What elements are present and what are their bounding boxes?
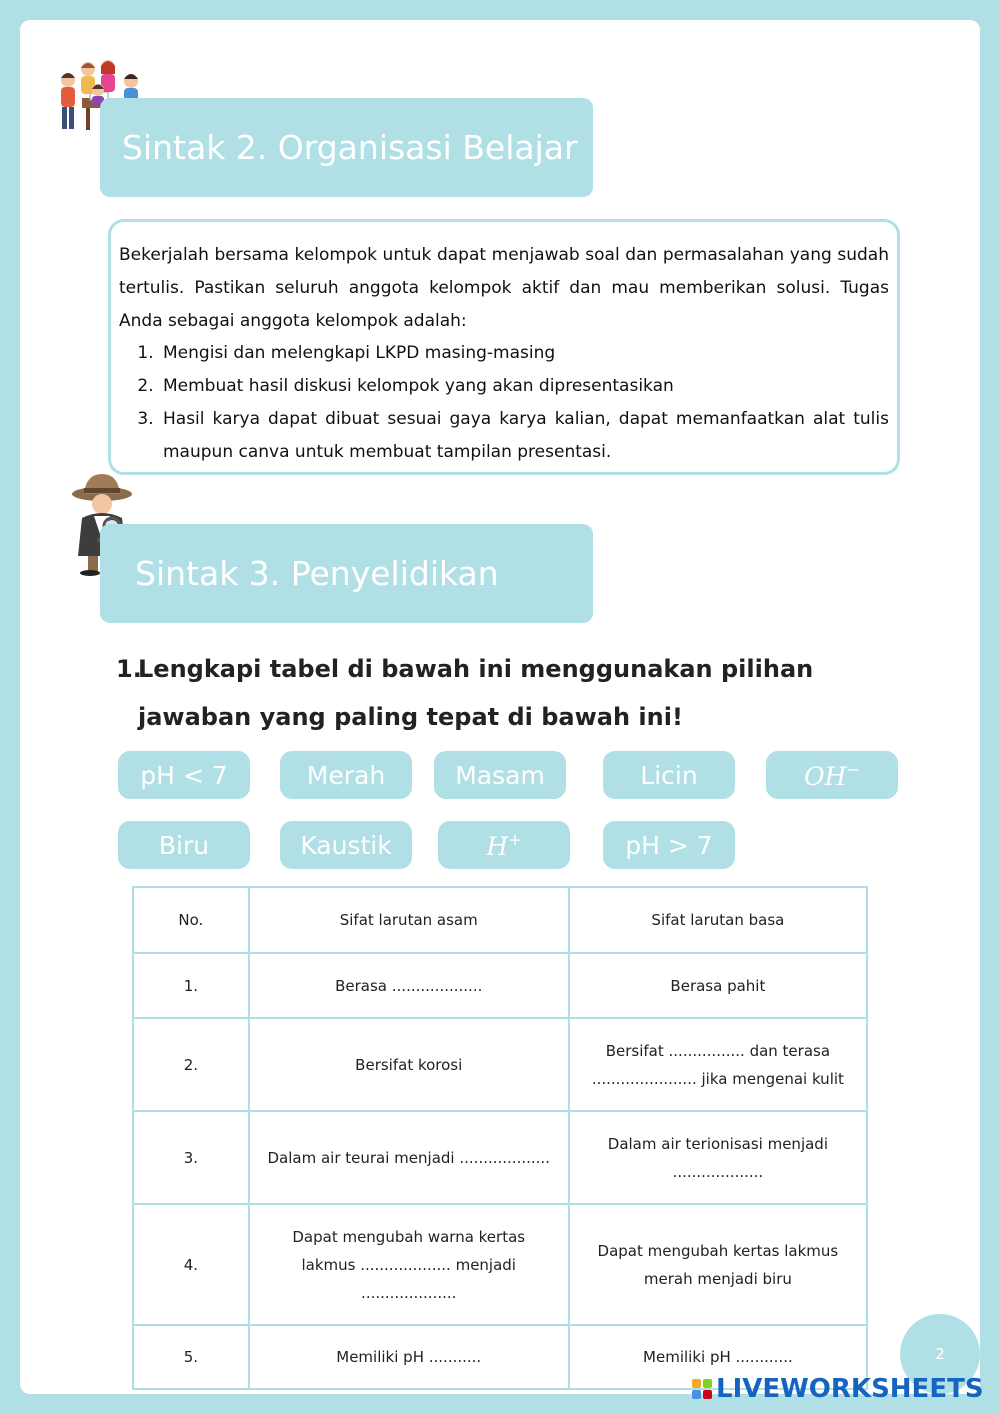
choice-hydrogen-ion[interactable]: [438, 821, 570, 869]
section-header-sintak-3: [100, 524, 593, 623]
choice-label: Masam: [455, 760, 545, 790]
question-1: [116, 645, 906, 741]
base-property[interactable]: Memiliki pH ............: [569, 1325, 867, 1389]
row-number: 4.: [133, 1204, 249, 1325]
row-number: 1.: [133, 953, 249, 1018]
section-title: Sintak 3. Penyelidikan: [135, 554, 499, 593]
brand-name: LIVEWORKSHEETS: [716, 1374, 984, 1404]
base-property[interactable]: Dalam air terionisasi menjadi ...................: [569, 1111, 867, 1204]
task-item: 1. Mengisi dan melengkapi LKPD masing-masing: [159, 337, 889, 370]
table-row: [133, 1018, 867, 1111]
acid-property[interactable]: Dapat mengubah warna kertas lakmus ................... menjadi ....................: [249, 1204, 569, 1325]
choice-masam[interactable]: [434, 751, 566, 799]
acid-property: Bersifat korosi: [249, 1018, 569, 1111]
acid-property[interactable]: Berasa ...................: [249, 953, 569, 1018]
table-row: [133, 1204, 867, 1325]
question-text: Lengkapi tabel di bawah ini menggunakan pilihan jawaban yang paling tepat di bawah ini!: [138, 655, 814, 731]
choice-hydroxide-ion[interactable]: [766, 751, 898, 799]
choice-label: pH > 7: [625, 830, 713, 860]
choice-label: Merah: [306, 760, 386, 790]
section-title: Sintak 2. Organisasi Belajar: [122, 128, 578, 167]
properties-table: [132, 886, 868, 1390]
question-number: 1.: [116, 655, 142, 683]
section-header-sintak-2: [100, 98, 593, 197]
table-row: [133, 1111, 867, 1204]
choice-label: OH−: [804, 759, 860, 791]
base-property: Dapat mengubah kertas lakmus merah menjadi biru: [569, 1204, 867, 1325]
choice-merah[interactable]: [280, 751, 412, 799]
choice-label: pH < 7: [140, 760, 228, 790]
base-property: Berasa pahit: [569, 953, 867, 1018]
choice-kaustik[interactable]: [280, 821, 412, 869]
task-item: 2. Membuat hasil diskusi kelompok yang akan dipresentasikan: [159, 370, 889, 403]
liveworksheets-icon: [692, 1379, 712, 1399]
liveworksheets-logo[interactable]: [692, 1374, 984, 1404]
acid-property[interactable]: Dalam air teurai menjadi ...................: [249, 1111, 569, 1204]
page-number: 2: [935, 1345, 945, 1363]
header-cell: Sifat larutan basa: [569, 887, 867, 953]
choice-biru[interactable]: [118, 821, 250, 869]
choice-label: Licin: [640, 760, 698, 790]
row-number: 5.: [133, 1325, 249, 1389]
row-number: 3.: [133, 1111, 249, 1204]
instructions-box: [108, 219, 900, 475]
choice-label: Kaustik: [300, 830, 392, 860]
header-cell: Sifat larutan asam: [249, 887, 569, 953]
choice-licin[interactable]: [603, 751, 735, 799]
table-header-row: [133, 887, 867, 953]
choice-ph-less-7[interactable]: [118, 751, 250, 799]
base-property[interactable]: Bersifat ................ dan terasa ...................... jika mengenai kulit: [569, 1018, 867, 1111]
header-cell: No.: [133, 887, 249, 953]
task-list: [119, 337, 889, 468]
acid-property[interactable]: Memiliki pH ...........: [249, 1325, 569, 1389]
instructions-intro: Bekerjalah bersama kelompok untuk dapat menjawab soal dan permasalahan yang sudah tertulis. Pastikan seluruh anggota kelompok aktif dan mau memberikan solusi. Tugas Anda sebagai anggota kelompok adalah:: [119, 245, 889, 331]
task-item: 3. Hasil karya dapat dibuat sesuai gaya karya kalian, dapat memanfaatkan alat tulis maupun canva untuk membuat tampilan presentasi.: [159, 403, 889, 469]
row-number: 2.: [133, 1018, 249, 1111]
table-row: [133, 953, 867, 1018]
choice-label: H+: [486, 829, 522, 861]
choice-ph-greater-7[interactable]: [603, 821, 735, 869]
choice-label: Biru: [158, 830, 210, 860]
